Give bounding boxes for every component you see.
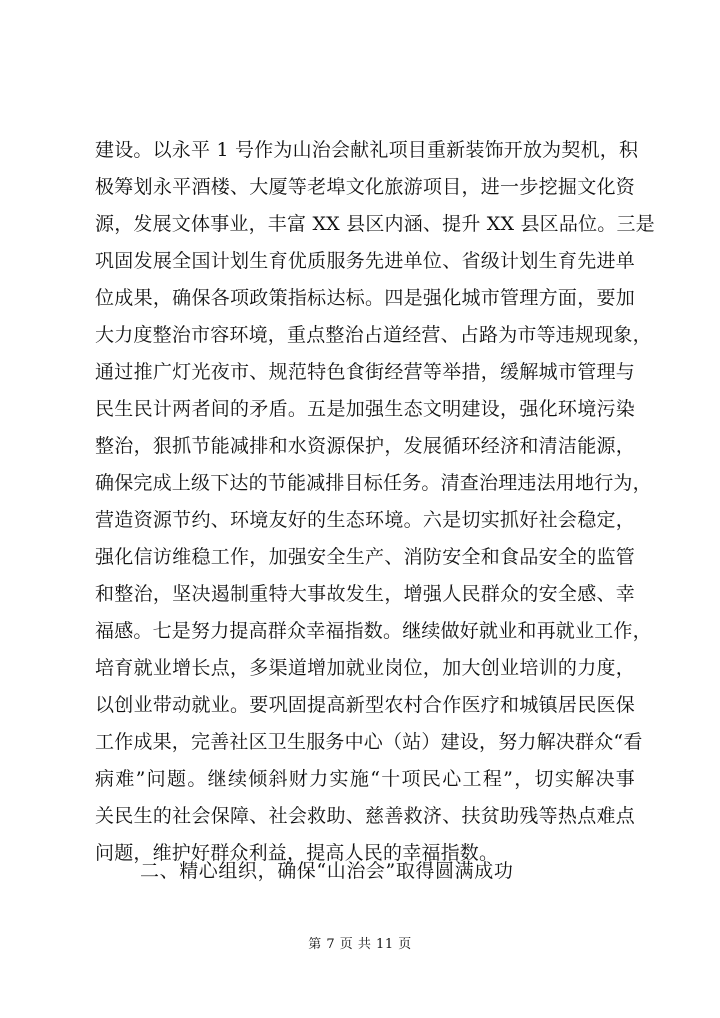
paragraph-line: 位成果，确保各项政策指标达标。四是强化城市管理方面，要加: [95, 287, 635, 309]
paragraph-line: 培育就业增长点，多渠道增加就业岗位，加大创业培训的力度，: [95, 657, 635, 679]
paragraph-line: 通过推广灯光夜市、规范特色食街经营等举措，缓解城市管理与: [95, 361, 635, 383]
body-paragraph: [95, 132, 655, 872]
paragraph-line: 和整治，坚决遏制重特大事故发生，增强人民群众的安全感、幸: [95, 583, 635, 605]
paragraph-line: 强化信访维稳工作，加强安全生产、消防安全和食品安全的监管: [95, 546, 635, 568]
paragraph-line: 关民生的社会保障、社会救助、慈善救济、扶贫助残等热点难点: [95, 805, 635, 827]
paragraph-line: 极筹划永平酒楼、大厦等老埠文化旅游项目，进一步挖掘文化资: [95, 176, 635, 198]
paragraph-line: 病难”问题。继续倾斜财力实施“十项民心工程”，切实解决事: [95, 768, 635, 790]
paragraph-line: 整治，狠抓节能减排和水资源保护，发展循环经济和清洁能源，: [95, 435, 635, 457]
paragraph-line: 工作成果，完善社区卫生服务中心（站）建设，努力解决群众“看: [95, 731, 643, 753]
paragraph-line: 营造资源节约、环境友好的生态环境。六是切实抓好社会稳定，: [95, 509, 635, 531]
paragraph-line: 源，发展文体事业，丰富 XX 县区内涵、提升 XX 县区品位。三是: [95, 213, 655, 235]
paragraph-line: 以创业带动就业。要巩固提高新型农村合作医疗和城镇居民医保: [95, 694, 635, 716]
section-heading: 二、精心组织，确保“山治会”取得圆满成功: [140, 860, 514, 882]
paragraph-line: 巩固发展全国计划生育优质服务先进单位、省级计划生育先进单: [95, 250, 635, 272]
paragraph-line: 民生民计两者间的矛盾。五是加强生态文明建设，强化环境污染: [95, 398, 635, 420]
paragraph-line: 大力度整治市容环境，重点整治占道经营、占路为市等违规现象，: [95, 324, 652, 346]
paragraph-line: 问题，维护好群众利益，提高人民的幸福指数。: [95, 842, 499, 864]
page-number-footer: 第 7 页 共 11 页: [308, 937, 412, 952]
paragraph-line: 确保完成上级下达的节能减排目标任务。清查治理违法用地行为，: [95, 472, 652, 494]
paragraph-line: 福感。七是努力提高群众幸福指数。继续做好就业和再就业工作，: [95, 620, 652, 642]
paragraph-line: 建设。以永平 1 号作为山治会献礼项目重新装饰开放为契机，积: [95, 139, 639, 161]
